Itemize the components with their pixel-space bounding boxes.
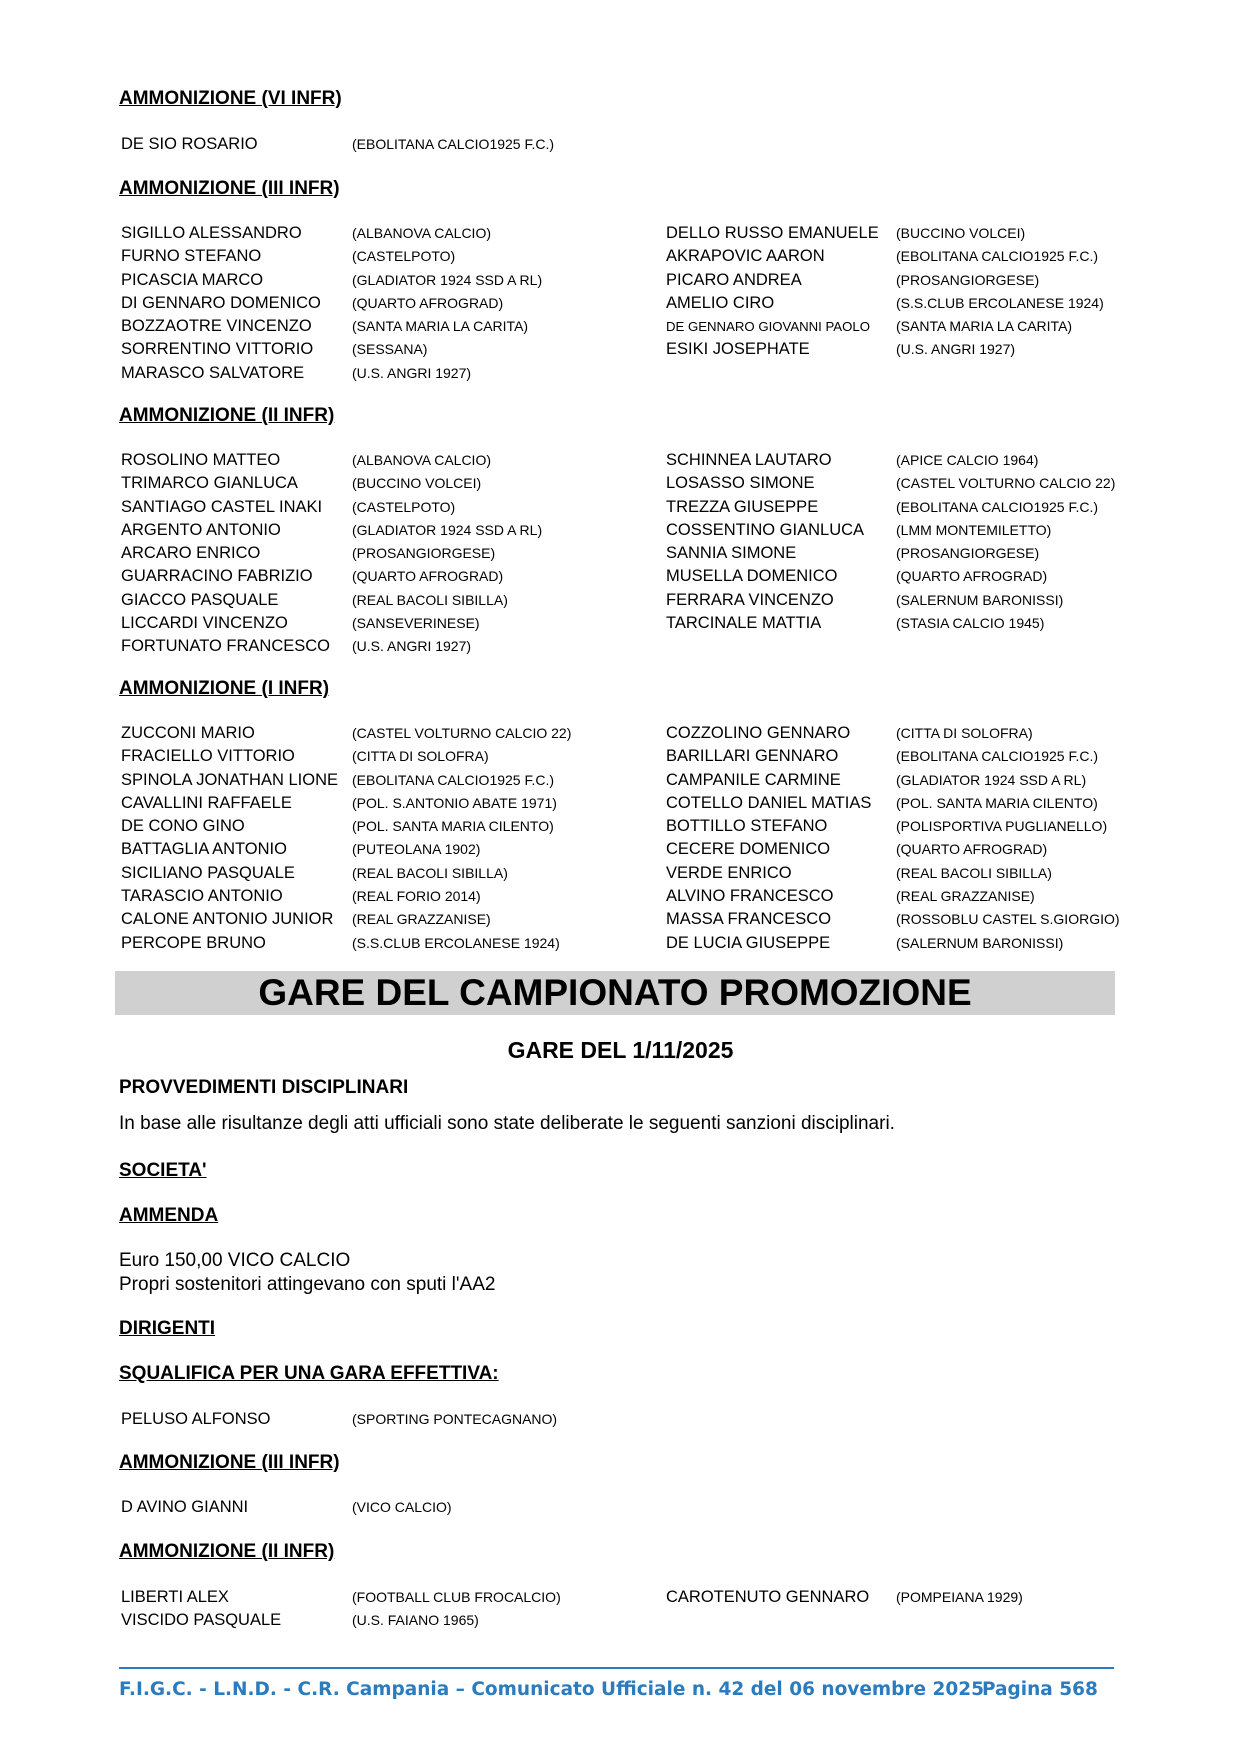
ammenda-title: AMMENDA — [119, 1205, 219, 1226]
player-name: GIACCO PASQUALE — [121, 590, 279, 609]
roster-row — [121, 519, 1131, 542]
ammenda-line-1: Euro 150,00 VICO CALCIO — [119, 1250, 351, 1271]
player-name: MUSELLA DOMENICO — [666, 567, 838, 586]
team-name: (REAL BACOLI SIBILLA) — [896, 864, 1052, 881]
player-name: SPINOLA JONATHAN LIONE — [121, 770, 338, 789]
player-name: LICCARDI VINCENZO — [121, 614, 288, 633]
section-title-amm-iii: AMMONIZIONE (III INFR) — [119, 178, 340, 199]
roster-row — [121, 542, 1131, 565]
player-name: SICILIANO PASQUALE — [121, 863, 295, 882]
team-name: (POL. SANTA MARIA CILENTO) — [896, 794, 1098, 811]
player-name: TRIMARCO GIANLUCA — [121, 474, 298, 493]
player-name: TARCINALE MATTIA — [666, 614, 822, 633]
team-name: (POL. SANTA MARIA CILENTO) — [352, 818, 554, 835]
player-name: MASSA FRANCESCO — [666, 910, 832, 929]
player-name: VERDE ENRICO — [666, 863, 792, 882]
team-name: (U.S. ANGRI 1927) — [896, 341, 1016, 358]
footer-text: F.I.G.C. - L.N.D. - C.R. Campania – Comunicato Ufficiale n. 42 del 06 novembre 2025 — [119, 1679, 985, 1700]
player-name: GUARRACINO FABRIZIO — [121, 567, 313, 586]
player-name: PELUSO ALFONSO — [121, 1410, 271, 1428]
team-name: (REAL GRAZZANISE) — [352, 911, 491, 928]
team-name: (CASTELPOTO) — [352, 248, 456, 265]
roster-row — [121, 885, 1131, 908]
roster-row — [121, 745, 1131, 768]
team-name: (GLADIATOR 1924 SSD A RL) — [352, 521, 543, 538]
team-name: (APICE CALCIO 1964) — [896, 452, 1039, 468]
player-name: CAMPANILE CARMINE — [666, 770, 841, 789]
rows-squalifica — [121, 1408, 1131, 1431]
player-name: AKRAPOVIC AARON — [666, 247, 825, 266]
player-name: DELLO RUSSO EMANUELE — [666, 224, 879, 242]
team-name: (EBOLITANA CALCIO1925 F.C.) — [896, 748, 1099, 765]
societa-title: SOCIETA' — [119, 1160, 207, 1181]
team-name: (REAL GRAZZANISE) — [896, 888, 1035, 905]
rows-amm-vi — [121, 133, 1131, 156]
rows-amm-iii-promozione — [121, 1496, 1131, 1519]
team-name: (QUARTO AFROGRAD) — [352, 568, 504, 585]
player-name: ZUCCONI MARIO — [121, 724, 255, 742]
team-name: (BUCCINO VOLCEI) — [896, 225, 1026, 241]
roster-row — [121, 269, 1131, 292]
player-name: PICARO ANDREA — [666, 270, 802, 289]
roster-row — [121, 133, 1131, 156]
player-name: ARGENTO ANTONIO — [121, 520, 281, 539]
team-name: (ROSSOBLU CASTEL S.GIORGIO) — [896, 911, 1120, 928]
roster-row — [121, 1609, 1131, 1632]
player-name: BOZZAOTRE VINCENZO — [121, 317, 312, 336]
player-name: SORRENTINO VITTORIO — [121, 340, 314, 359]
roster-row — [121, 932, 1131, 955]
roster-row — [121, 838, 1131, 861]
team-name: (REAL BACOLI SIBILLA) — [352, 591, 508, 608]
player-name: TARASCIO ANTONIO — [121, 887, 283, 906]
section-title-amm-vi: AMMONIZIONE (VI INFR) — [119, 88, 342, 109]
provvedimenti-title: PROVVEDIMENTI DISCIPLINARI — [119, 1077, 409, 1098]
team-name: (GLADIATOR 1924 SSD A RL) — [896, 771, 1087, 788]
team-name: (STASIA CALCIO 1945) — [896, 615, 1045, 632]
player-name: FERRARA VINCENZO — [666, 590, 834, 609]
team-name: (S.S.CLUB ERCOLANESE 1924) — [352, 934, 560, 951]
player-name: ARCARO ENRICO — [121, 544, 261, 563]
player-name: BATTAGLIA ANTONIO — [121, 840, 287, 859]
team-name: (POLISPORTIVA PUGLIANELLO) — [896, 818, 1108, 835]
team-name: (SESSANA) — [352, 341, 428, 358]
team-name: (CITTA DI SOLOFRA) — [896, 725, 1033, 741]
roster-row — [121, 338, 1131, 361]
player-name: SANNIA SIMONE — [666, 544, 797, 563]
team-name: (QUARTO AFROGRAD) — [896, 841, 1048, 858]
roster-row — [121, 722, 1131, 745]
team-name: (GLADIATOR 1924 SSD A RL) — [352, 271, 543, 288]
team-name: (PROSANGIORGESE) — [896, 545, 1040, 562]
team-name: (CITTA DI SOLOFRA) — [352, 748, 489, 765]
rows-amm-ii — [121, 449, 1131, 659]
roster-row — [121, 1496, 1131, 1519]
roster-row — [121, 245, 1131, 268]
gare-date-heading: GARE DEL 1/11/2025 — [507, 1037, 734, 1063]
roster-row — [121, 472, 1131, 495]
dirigenti-title: DIRIGENTI — [119, 1318, 216, 1339]
player-name: COSSENTINO GIANLUCA — [666, 520, 865, 539]
roster-row — [121, 1586, 1131, 1609]
roster-row — [121, 1408, 1131, 1431]
player-name: MARASCO SALVATORE — [121, 363, 305, 382]
player-name: DI GENNARO DOMENICO — [121, 293, 321, 312]
roster-row — [121, 908, 1131, 931]
team-name: (SANTA MARIA LA CARITA) — [352, 318, 529, 335]
player-name: FORTUNATO FRANCESCO — [121, 637, 331, 656]
team-name: (EBOLITANA CALCIO1925 F.C.) — [352, 136, 555, 152]
team-name: (ALBANOVA CALCIO) — [352, 452, 492, 468]
ammenda-line-2: Propri sostenitori attingevano con sputi l'AA2 — [119, 1274, 496, 1295]
player-name: SIGILLO ALESSANDRO — [121, 224, 302, 242]
player-name: DE GENNARO GIOVANNI PAOLO — [666, 319, 870, 335]
team-name: (SALERNUM BARONISSI) — [896, 591, 1064, 608]
team-name: (CASTELPOTO) — [352, 498, 456, 515]
player-name: PERCOPE BRUNO — [121, 933, 266, 952]
team-name: (U.S. ANGRI 1927) — [352, 364, 472, 381]
team-name: (PROSANGIORGESE) — [896, 271, 1040, 288]
team-name: (U.S. FAIANO 1965) — [352, 1612, 479, 1629]
player-name: SCHINNEA LAUTARO — [666, 451, 832, 469]
player-name: CECERE DOMENICO — [666, 840, 831, 859]
campionato-banner: GARE DEL CAMPIONATO PROMOZIONE — [115, 971, 1115, 1015]
roster-row — [121, 769, 1131, 792]
team-name: (POMPEIANA 1929) — [896, 1589, 1023, 1605]
team-name: (CASTEL VOLTURNO CALCIO 22) — [352, 725, 572, 741]
rows-amm-i — [121, 722, 1131, 955]
roster-row — [121, 362, 1131, 385]
team-name: (REAL BACOLI SIBILLA) — [352, 864, 508, 881]
team-name: (ALBANOVA CALCIO) — [352, 225, 492, 241]
team-name: (PROSANGIORGESE) — [352, 545, 496, 562]
player-name: SANTIAGO CASTEL INAKI — [121, 497, 323, 516]
team-name: (SALERNUM BARONISSI) — [896, 934, 1064, 951]
player-name: DE LUCIA GIUSEPPE — [666, 933, 831, 952]
player-name: CAVALLINI RAFFAELE — [121, 793, 292, 812]
roster-row — [121, 565, 1131, 588]
team-name: (EBOLITANA CALCIO1925 F.C.) — [352, 771, 555, 788]
roster-row — [121, 292, 1131, 315]
team-name: (VICO CALCIO) — [352, 1499, 452, 1515]
player-name: LIBERTI ALEX — [121, 1588, 229, 1606]
player-name: BOTTILLO STEFANO — [666, 817, 828, 836]
roster-row — [121, 449, 1131, 472]
player-name: COZZOLINO GENNARO — [666, 724, 851, 742]
roster-row — [121, 862, 1131, 885]
squalifica-title: SQUALIFICA PER UNA GARA EFFETTIVA: — [119, 1363, 499, 1384]
player-name: D AVINO GIANNI — [121, 1498, 249, 1516]
roster-row — [121, 315, 1131, 338]
player-name: ESIKI JOSEPHATE — [666, 340, 810, 359]
team-name: (EBOLITANA CALCIO1925 F.C.) — [896, 498, 1099, 515]
section-title-amm-iii-promozione: AMMONIZIONE (III INFR) — [119, 1452, 340, 1473]
rows-amm-iii — [121, 222, 1131, 385]
player-name: CAROTENUTO GENNARO — [666, 1588, 870, 1606]
player-name: PICASCIA MARCO — [121, 270, 264, 289]
roster-row — [121, 792, 1131, 815]
team-name: (LMM MONTEMILETTO) — [896, 521, 1052, 538]
team-name: (POL. S.ANTONIO ABATE 1971) — [352, 794, 557, 811]
player-name: ROSOLINO MATTEO — [121, 451, 281, 469]
rows-amm-ii-promozione — [121, 1586, 1131, 1633]
provvedimenti-text: In base alle risultanze degli atti ufficiali sono state deliberate le seguenti sanzioni disciplinari. — [119, 1113, 895, 1134]
team-name: (REAL FORIO 2014) — [352, 888, 481, 905]
footer-divider — [119, 1667, 1114, 1669]
team-name: (SPORTING PONTECAGNANO) — [352, 1411, 558, 1427]
section-title-amm-ii: AMMONIZIONE (II INFR) — [119, 405, 335, 426]
roster-row — [121, 635, 1131, 658]
team-name: (U.S. ANGRI 1927) — [352, 638, 472, 655]
roster-row — [121, 222, 1131, 245]
team-name: (S.S.CLUB ERCOLANESE 1924) — [896, 294, 1104, 311]
player-name: CALONE ANTONIO JUNIOR — [121, 910, 334, 929]
team-name: (CASTEL VOLTURNO CALCIO 22) — [896, 475, 1116, 492]
team-name: (PUTEOLANA 1902) — [352, 841, 481, 858]
player-name: VISCIDO PASQUALE — [121, 1611, 282, 1630]
player-name: DE CONO GINO — [121, 817, 245, 836]
page-number: Pagina 568 — [982, 1679, 1098, 1700]
player-name: FURNO STEFANO — [121, 247, 262, 266]
player-name: BARILLARI GENNARO — [666, 747, 839, 766]
team-name: (FOOTBALL CLUB FROCALCIO) — [352, 1589, 561, 1605]
player-name: DE SIO ROSARIO — [121, 135, 258, 153]
team-name: (SANSEVERINESE) — [352, 615, 480, 632]
team-name: (SANTA MARIA LA CARITA) — [896, 318, 1073, 335]
roster-row — [121, 612, 1131, 635]
player-name: COTELLO DANIEL MATIAS — [666, 793, 872, 812]
roster-row — [121, 496, 1131, 519]
team-name: (QUARTO AFROGRAD) — [352, 294, 504, 311]
team-name: (EBOLITANA CALCIO1925 F.C.) — [896, 248, 1099, 265]
player-name: LOSASSO SIMONE — [666, 474, 815, 493]
roster-row — [121, 815, 1131, 838]
player-name: AMELIO CIRO — [666, 293, 775, 312]
player-name: TREZZA GIUSEPPE — [666, 497, 819, 516]
team-name: (BUCCINO VOLCEI) — [352, 475, 482, 492]
team-name: (QUARTO AFROGRAD) — [896, 568, 1048, 585]
section-title-amm-ii-promozione: AMMONIZIONE (II INFR) — [119, 1541, 335, 1562]
player-name: ALVINO FRANCESCO — [666, 887, 834, 906]
section-title-amm-i: AMMONIZIONE (I INFR) — [119, 678, 330, 699]
player-name: FRACIELLO VITTORIO — [121, 747, 295, 766]
roster-row — [121, 589, 1131, 612]
